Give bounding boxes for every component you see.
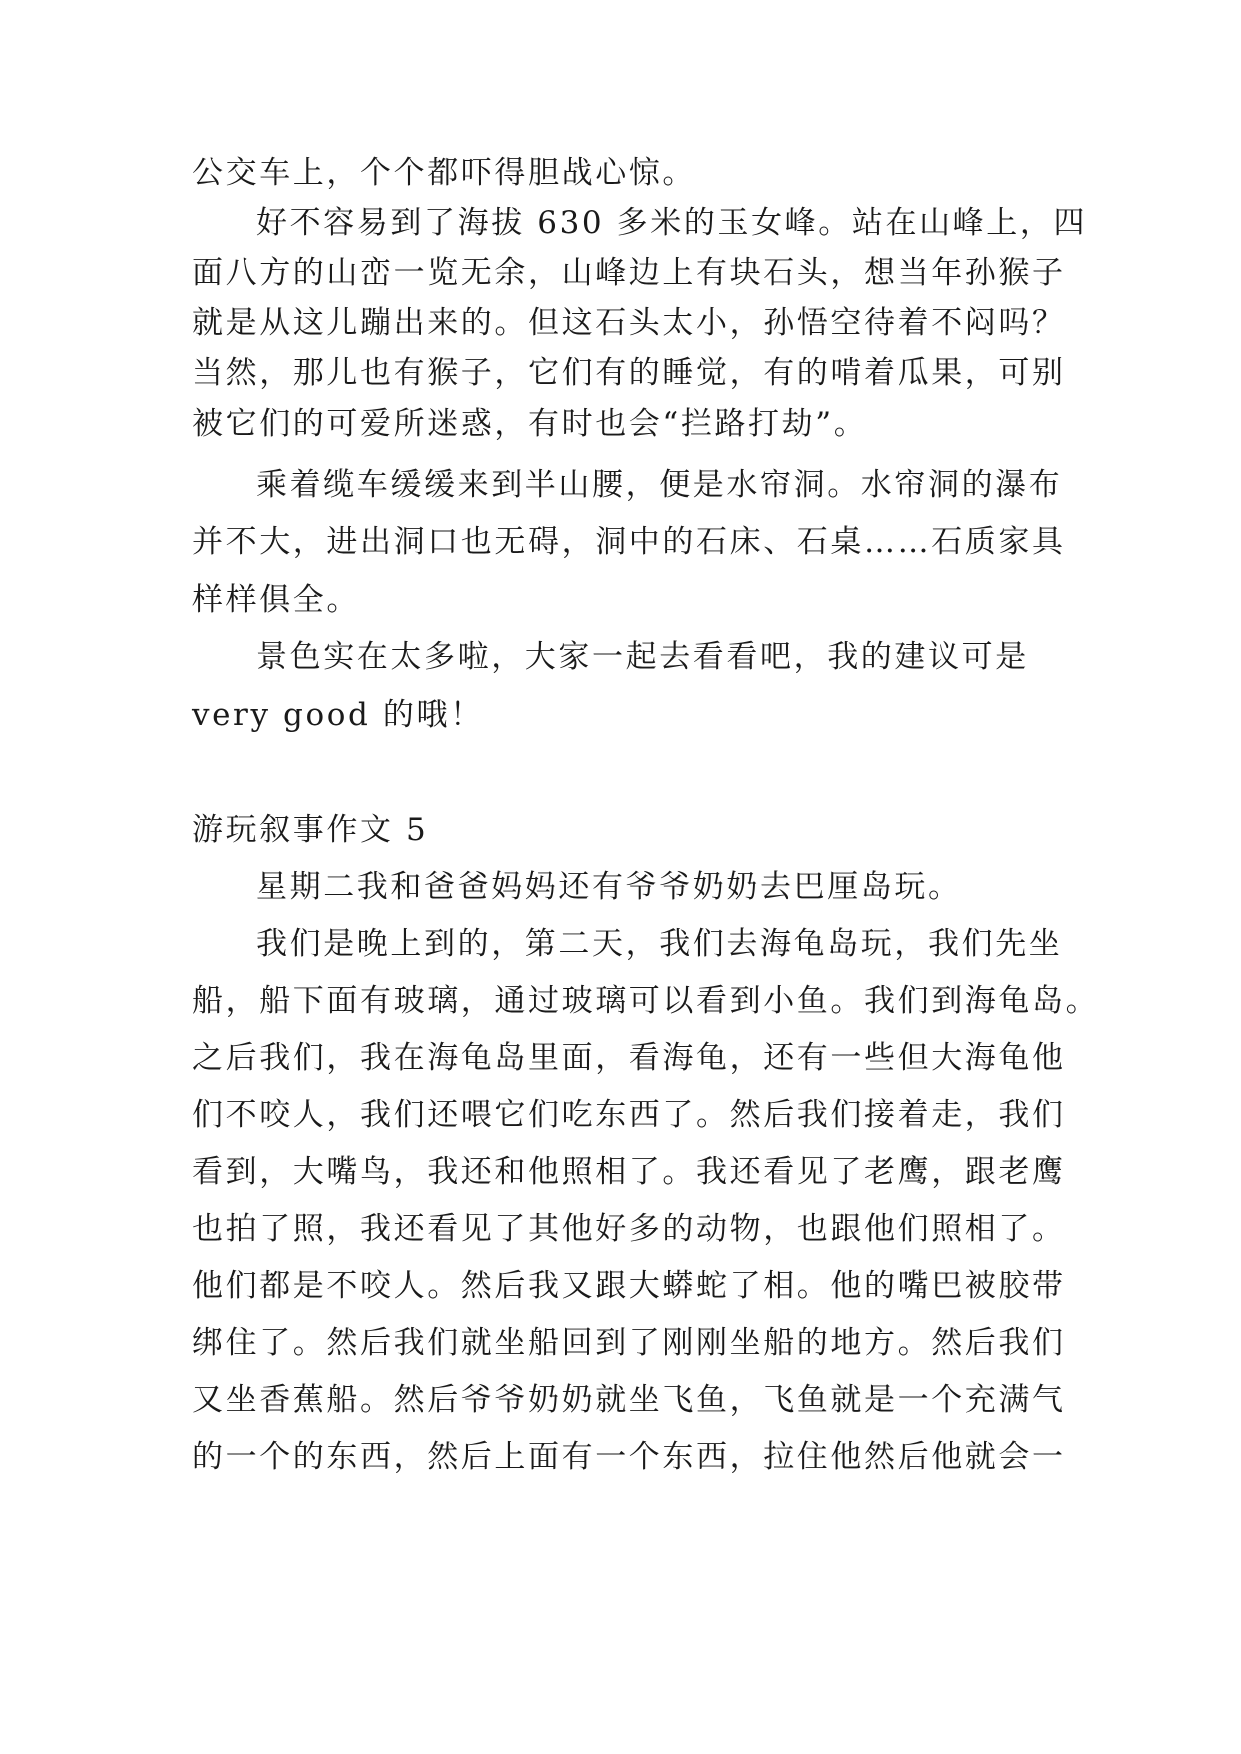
section-title: 游玩叙事作文 5 (192, 812, 429, 848)
text-line: 也拍了照，我还看见了其他好多的动物，也跟他们照相了。 (192, 1211, 1066, 1247)
text-line: 就是从这儿蹦出来的。但这石头太小，孙悟空待着不闷吗？ (192, 305, 1066, 341)
text-line: 当然，那儿也有猴子，它们有的睡觉，有的啃着瓜果，可别 (192, 355, 1066, 391)
text-line: 面八方的山峦一览无余，山峰边上有块石头，想当年孙猴子 (192, 255, 1066, 291)
paragraph-start-line: 乘着缆车缓缓来到半山腰，便是水帘洞。水帘洞的瀑布 (256, 467, 1063, 503)
paragraph-start-line: 我们是晚上到的，第二天，我们去海龟岛玩，我们先坐 (256, 926, 1063, 962)
text-line: 的一个的东西，然后上面有一个东西，拉住他然后他就会一 (192, 1439, 1066, 1475)
text-line: 绑住了。然后我们就坐船回到了刚刚坐船的地方。然后我们 (192, 1325, 1066, 1361)
text-line: 他们都是不咬人。然后我又跟大蟒蛇了相。他的嘴巴被胶带 (192, 1268, 1066, 1304)
text-line: 公交车上，个个都吓得胆战心惊。 (192, 155, 696, 191)
text-line: 们不咬人，我们还喂它们吃东西了。然后我们接着走，我们 (192, 1097, 1066, 1133)
text-line: 被它们的可爱所迷惑，有时也会“拦路打劫”。 (192, 406, 868, 442)
paragraph-start-line: 好不容易到了海拔 630 多米的玉女峰。站在山峰上，四 (256, 205, 1088, 241)
text-line: 之后我们，我在海龟岛里面，看海龟，还有一些但大海龟他 (192, 1040, 1066, 1076)
paragraph-start-line: 星期二我和爸爸妈妈还有爷爷奶奶去巴厘岛玩。 (256, 869, 962, 905)
text-line: 又坐香蕉船。然后爷爷奶奶就坐飞鱼，飞鱼就是一个充满气 (192, 1382, 1066, 1418)
text-line: very good 的哦！ (192, 697, 484, 733)
text-line: 看到，大嘴鸟，我还和他照相了。我还看见了老鹰，跟老鹰 (192, 1154, 1066, 1190)
text-line: 船，船下面有玻璃，通过玻璃可以看到小鱼。我们到海龟岛。 (192, 983, 1100, 1019)
text-line: 样样俱全。 (192, 582, 360, 618)
paragraph-start-line: 景色实在太多啦，大家一起去看看吧，我的建议可是 (256, 639, 1029, 675)
text-line: 并不大，进出洞口也无碍，洞中的石床、石桌……石质家具 (192, 524, 1066, 560)
